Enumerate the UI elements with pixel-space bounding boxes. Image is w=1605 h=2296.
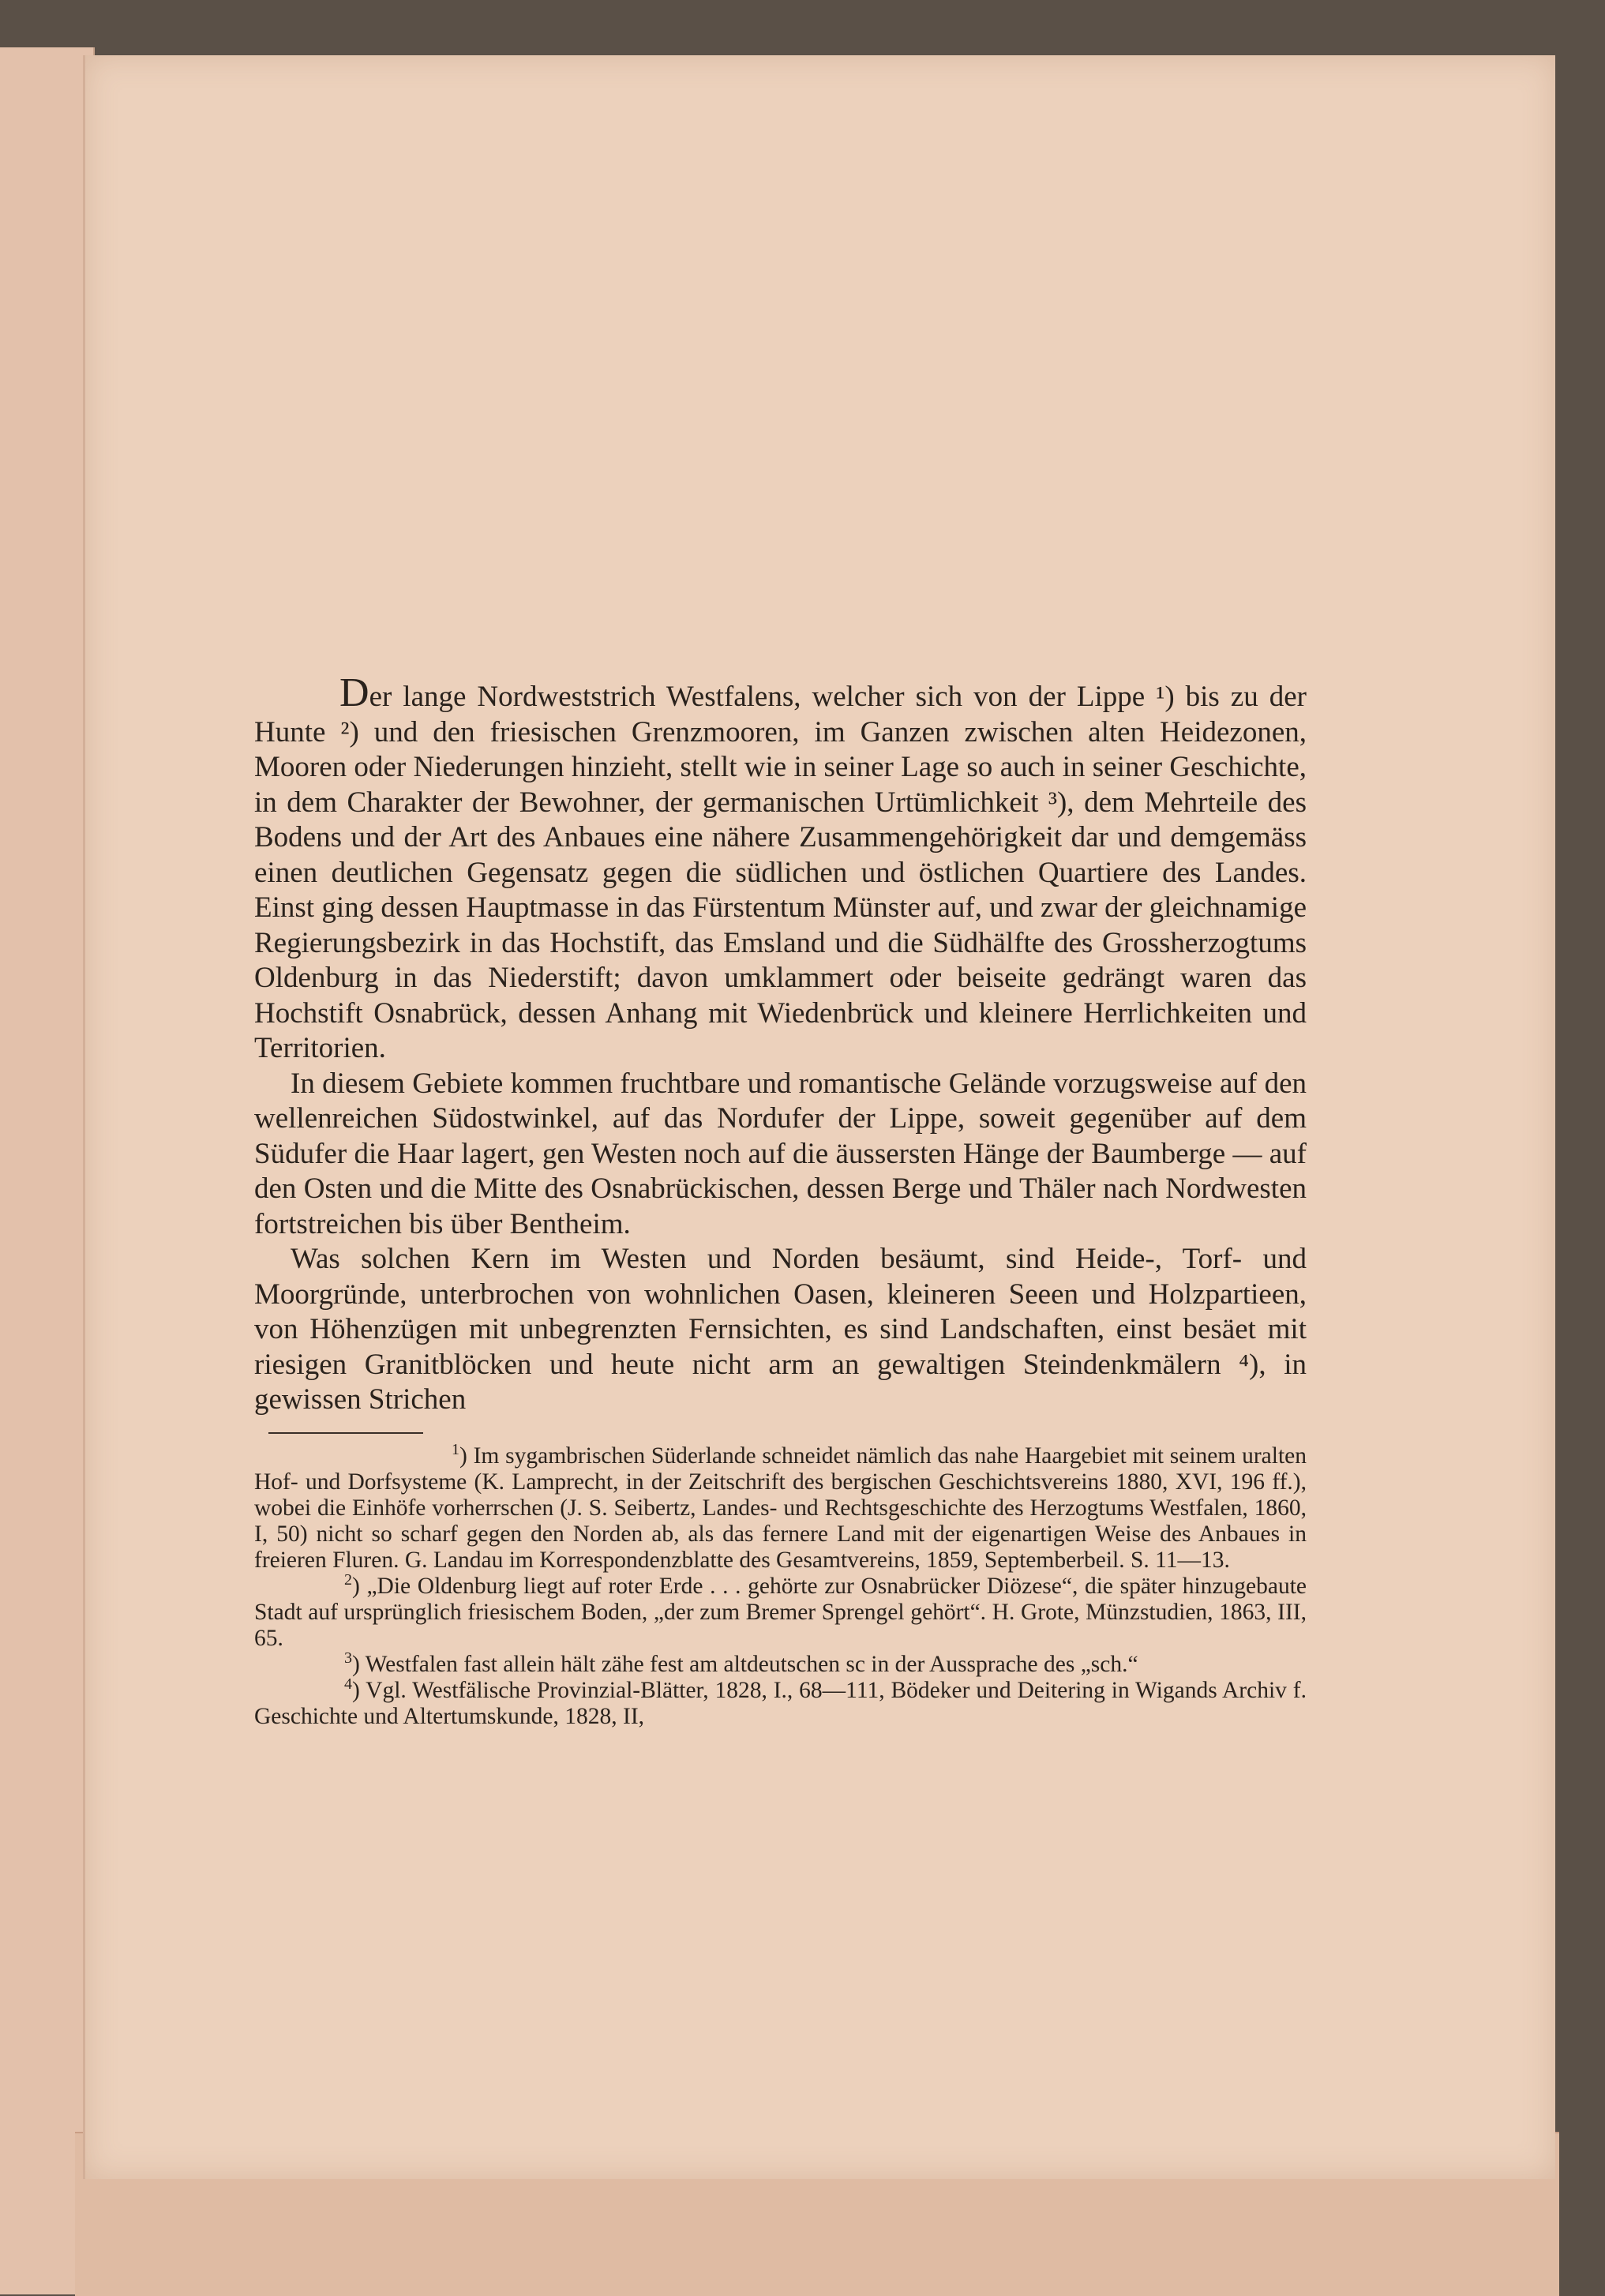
footnote-3	[254, 1649, 1307, 1678]
paragraph-1-text: er lange Nordweststrich Westfalens, welcher sich von der Lippe ¹) bis zu der Hunte ²) und den friesischen Grenzmooren, im Ganzen zwischen alten Heidezonen, Mooren oder Niederungen hinzieht, stellt wie in seiner Lage so auch in seiner Geschichte, in dem Charakter der Bewohner, der germanischen Urtümlichkeit ³), dem Mehrteile des Bodens und der Art des Anbaues eine nähere Zusammengehörigkeit dar und demgemäss einen deutlichen Gegensatz gegen die südlichen und östlichen Quartiere des Landes. Einst ging dessen Hauptmasse in das Fürstentum Münster auf, und zwar der gleichnamige Regierungsbezirk in das Hochstift, das Emsland und die Südhälfte des Grossherzogtums Oldenburg in das Niederstift; davon umklammert oder beiseite gedrängt waren das Hochstift Osnabrück, dessen Anhang mit Wiedenbrück und kleinere Herrlichkeiten und Territorien.	[254, 681, 1307, 1064]
paragraph-1	[254, 670, 1307, 1067]
footnote-2	[254, 1570, 1307, 1652]
body-text	[254, 670, 1307, 1418]
paragraph-2: In diesem Gebiete kommen fruchtbare und romantische Gelände vorzugsweise auf den wellenreichen Südostwinkel, auf das Nordufer der Lippe, soweit gegenüber auf dem Südufer die Haar lagert, gen Westen noch auf die äussersten Hänge der Baumberge — auf den Osten und die Mitte des Osnabrückischen, dessen Berge und Thäler nach Nordwesten fortstreichen bis über Bentheim.	[254, 1067, 1307, 1240]
footnote-3-mark: 3	[344, 1649, 352, 1667]
footnote-1	[254, 1440, 1307, 1574]
paragraph-3: Was solchen Kern im Westen und Norden besäumt, sind Heide-, Torf- und Moorgründe, unterbrochen von wohnlichen Oasen, kleineren Seeen und Holzpartieen, von Höhenzügen mit unbegrenzten Fernsichten, es sind Landschaften, einst besäet mit riesigen Granitblöcken und heute nicht arm an gewaltigen Steindenkmälern ⁴), in gewissen Strichen	[254, 1243, 1307, 1416]
drop-cap: D	[339, 670, 369, 715]
footnotes	[254, 1440, 1307, 1730]
footnote-2-mark: 2	[344, 1570, 352, 1589]
page-text-block	[254, 670, 1307, 1730]
footnote-3-text: ) Westfalen fast allein hält zähe fest am altdeutschen sc in der Aussprache des „sch.“	[352, 1651, 1138, 1677]
left-page-edge	[0, 47, 95, 2294]
footnote-4-mark: 4	[344, 1675, 352, 1693]
footnote-2-text: ) „Die Oldenburg liegt auf roter Erde . . . gehörte zur Osnabrücker Diözese“, die später hinzugebaute Stadt auf ursprünglich friesischem Boden, „der zum Bremer Sprengel gehört“. H. Grote, Münzstudien, 1863, III, 65.	[254, 1573, 1307, 1651]
footnote-4	[254, 1675, 1307, 1730]
footnote-divider	[268, 1432, 423, 1434]
footnote-1-mark: 1	[452, 1440, 459, 1458]
footnote-4-text: ) Vgl. Westfälische Provinzial-Blätter, 1828, I., 68—111, Bödeker und Deitering in Wigands Archiv f. Geschichte und Altertumskunde, 1828, II,	[254, 1677, 1307, 1729]
footnote-1-text: ) Im sygambrischen Süderlande schneidet nämlich das nahe Haargebiet mit seinem uralten Hof- und Dorfsysteme (K. Lamprecht, in der Zeitschrift des bergischen Geschichtsvereins 1880, XVI, 196 ff.), wobei die Einhöfe vorherrschen (J. S. Seibertz, Landes- und Rechtsgeschichte des Herzogtums Westfalen, 1860, I, 50) nicht so scharf gegen den Norden ab, als das fernere Land mit der eigenartigen Weise des Anbaues in freieren Fluren. G. Landau im Korrespondenzblatte des Gesamtvereins, 1859, Septemberbeil. S. 11—13.	[254, 1443, 1307, 1573]
